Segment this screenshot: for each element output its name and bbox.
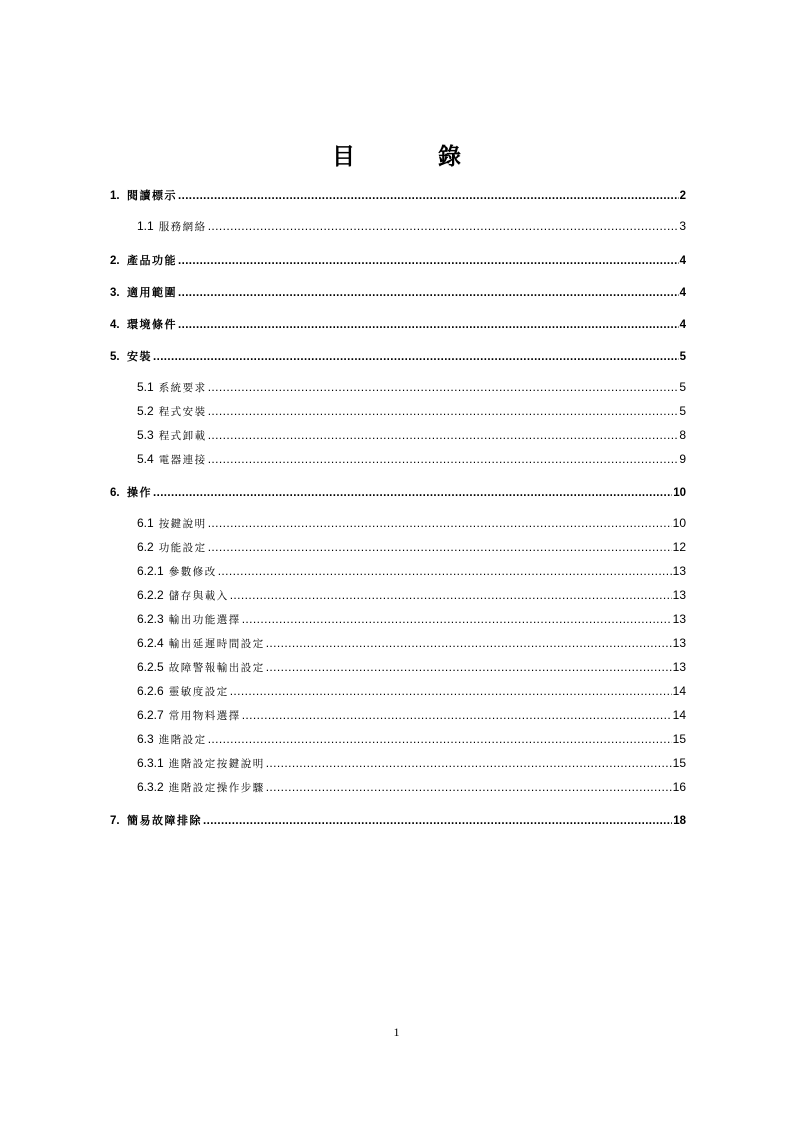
toc-entry-title: 簡易故障排除 <box>127 814 202 827</box>
toc-entry-page: 4 <box>679 287 686 299</box>
toc-entry[interactable] <box>137 636 686 651</box>
toc-leader-dots <box>208 404 679 418</box>
toc-entry-number: 6.2.3 <box>137 612 164 626</box>
toc-entry[interactable] <box>110 348 686 364</box>
toc-entry-page: 9 <box>679 452 686 466</box>
page-number: 1 <box>393 1025 400 1039</box>
toc-entry[interactable] <box>137 564 686 579</box>
toc-entry-number: 6.2.2 <box>137 588 164 602</box>
toc-leader-dots <box>203 815 672 827</box>
toc-entry-number: 6.3 <box>137 732 154 746</box>
toc-entry-page: 10 <box>672 516 686 530</box>
toc-leader-dots <box>178 255 679 267</box>
toc-leader-dots <box>230 588 672 602</box>
toc-entry-number: 6. <box>110 487 120 499</box>
toc-entry[interactable] <box>110 484 686 500</box>
toc-leader-dots <box>208 219 679 233</box>
toc-leader-dots <box>208 428 679 442</box>
toc-entry[interactable] <box>137 428 686 443</box>
toc-entry[interactable] <box>137 732 686 747</box>
toc-leader-dots <box>208 452 679 466</box>
toc-entry-title: 進階設定按鍵說明 <box>168 758 265 770</box>
toc-entry-title: 按鍵說明 <box>158 518 207 530</box>
toc-entry-number: 6.2.1 <box>137 564 164 578</box>
toc-entry-page: 14 <box>672 708 686 722</box>
toc-entry-page: 12 <box>672 540 686 554</box>
toc-entry-page: 13 <box>672 612 686 626</box>
toc-entry-page: 5 <box>679 404 686 418</box>
toc-entry-title: 輸出延遲時間設定 <box>168 638 265 650</box>
toc-entry-title: 服務網絡 <box>158 221 207 233</box>
toc-entry-number: 6.2.5 <box>137 660 164 674</box>
toc-leader-dots <box>266 660 672 674</box>
toc-entry[interactable] <box>110 187 686 203</box>
toc-entry[interactable] <box>110 316 686 332</box>
toc-entry-title: 儲存與載入 <box>168 590 229 602</box>
toc-entry-title: 閱讀標示 <box>127 189 177 202</box>
toc-entry-number: 6.2.6 <box>137 684 164 698</box>
toc-leader-dots <box>218 564 672 578</box>
toc-entry-page: 13 <box>672 564 686 578</box>
toc-entry-number: 2. <box>110 255 120 267</box>
toc-entry[interactable] <box>110 812 686 828</box>
toc-entry-title: 電器連接 <box>158 454 207 466</box>
toc-entry-page: 13 <box>672 660 686 674</box>
toc-entry-number: 6.2.7 <box>137 708 164 722</box>
toc-entry-page: 5 <box>679 351 686 363</box>
toc-leader-dots <box>208 732 672 746</box>
toc-entry-number: 4. <box>110 319 120 331</box>
toc-entry-number: 1. <box>110 190 120 202</box>
toc-entry-title: 程式卸載 <box>158 430 207 442</box>
toc-entry-number: 3. <box>110 287 120 299</box>
toc-entry-number: 5.4 <box>137 452 154 466</box>
toc-leader-dots <box>153 351 679 363</box>
toc-entry-title: 操作 <box>127 486 152 499</box>
toc-entry-title: 程式安裝 <box>158 406 207 418</box>
toc-entry[interactable] <box>137 612 686 627</box>
toc-leader-dots <box>208 516 672 530</box>
toc-leader-dots <box>242 708 672 722</box>
toc-entry[interactable] <box>137 540 686 555</box>
toc-entry-title: 環境條件 <box>127 318 177 331</box>
toc-entry[interactable] <box>137 452 686 467</box>
toc-entry[interactable] <box>110 284 686 300</box>
toc-entry-number: 7. <box>110 815 120 827</box>
toc-leader-dots <box>242 612 672 626</box>
toc-entry-page: 13 <box>672 636 686 650</box>
toc-entry-title: 輸出功能選擇 <box>168 614 241 626</box>
toc-leader-dots <box>266 636 672 650</box>
toc-entry-page: 14 <box>672 684 686 698</box>
toc-entry-page: 8 <box>679 428 686 442</box>
toc-entry-title: 安裝 <box>127 350 152 363</box>
toc-entry-title: 常用物料選擇 <box>168 710 241 722</box>
toc-entry-title: 產品功能 <box>127 254 177 267</box>
toc-entry-page: 5 <box>679 380 686 394</box>
toc-entry-number: 5.2 <box>137 404 154 418</box>
toc-entry-page: 4 <box>679 319 686 331</box>
toc-entry-page: 15 <box>672 732 686 746</box>
toc-entry-title: 功能設定 <box>158 542 207 554</box>
toc-entry-page: 2 <box>679 190 686 202</box>
toc-entry-page: 18 <box>673 815 686 827</box>
toc-entry-title: 參數修改 <box>168 566 217 578</box>
toc-entry-number: 6.3.1 <box>137 756 164 770</box>
toc-entry[interactable] <box>137 588 686 603</box>
toc-entry-page: 3 <box>679 219 686 233</box>
toc-entry[interactable] <box>137 516 686 531</box>
toc-title: 目 錄 <box>332 143 491 170</box>
toc-entry-title: 故障警報輸出設定 <box>168 662 265 674</box>
toc-entry[interactable] <box>137 404 686 419</box>
toc-leader-dots <box>178 190 679 202</box>
toc-entry-title: 靈敏度設定 <box>168 686 229 698</box>
toc-entry[interactable] <box>137 380 686 395</box>
toc-entry-page: 10 <box>673 487 686 499</box>
toc-entry-title: 適用範圍 <box>127 286 177 299</box>
toc-entry-page: 13 <box>672 588 686 602</box>
toc-entry-page: 15 <box>672 756 686 770</box>
toc-entry[interactable] <box>137 756 686 771</box>
toc-entry-title: 系統要求 <box>158 382 207 394</box>
toc-leader-dots <box>266 756 672 770</box>
toc-entry[interactable] <box>137 219 686 234</box>
toc-entry-number: 1.1 <box>137 219 154 233</box>
toc-entry-title: 進階設定 <box>158 734 207 746</box>
toc-leader-dots <box>208 380 679 394</box>
toc-entry[interactable] <box>110 252 686 268</box>
toc-entry[interactable] <box>137 660 686 675</box>
toc-leader-dots <box>178 287 679 299</box>
toc-entry-page: 4 <box>679 255 686 267</box>
toc-leader-dots <box>153 487 672 499</box>
toc-entry-title: 進階設定操作步驟 <box>168 782 265 794</box>
toc-entry-number: 5.3 <box>137 428 154 442</box>
toc-entry[interactable] <box>137 708 686 723</box>
toc-leader-dots <box>230 684 672 698</box>
toc-entry-number: 6.2 <box>137 540 154 554</box>
toc-leader-dots <box>208 540 672 554</box>
toc-entry-number: 6.3.2 <box>137 780 164 794</box>
toc-entry-number: 5.1 <box>137 380 154 394</box>
toc-entry-number: 6.2.4 <box>137 636 164 650</box>
toc-entry-number: 5. <box>110 351 120 363</box>
toc-entry-number: 6.1 <box>137 516 154 530</box>
toc-leader-dots <box>266 780 672 794</box>
toc-entry[interactable] <box>137 684 686 699</box>
toc-entry-page: 16 <box>672 780 686 794</box>
toc-entry[interactable] <box>137 780 686 795</box>
toc-leader-dots <box>178 319 679 331</box>
